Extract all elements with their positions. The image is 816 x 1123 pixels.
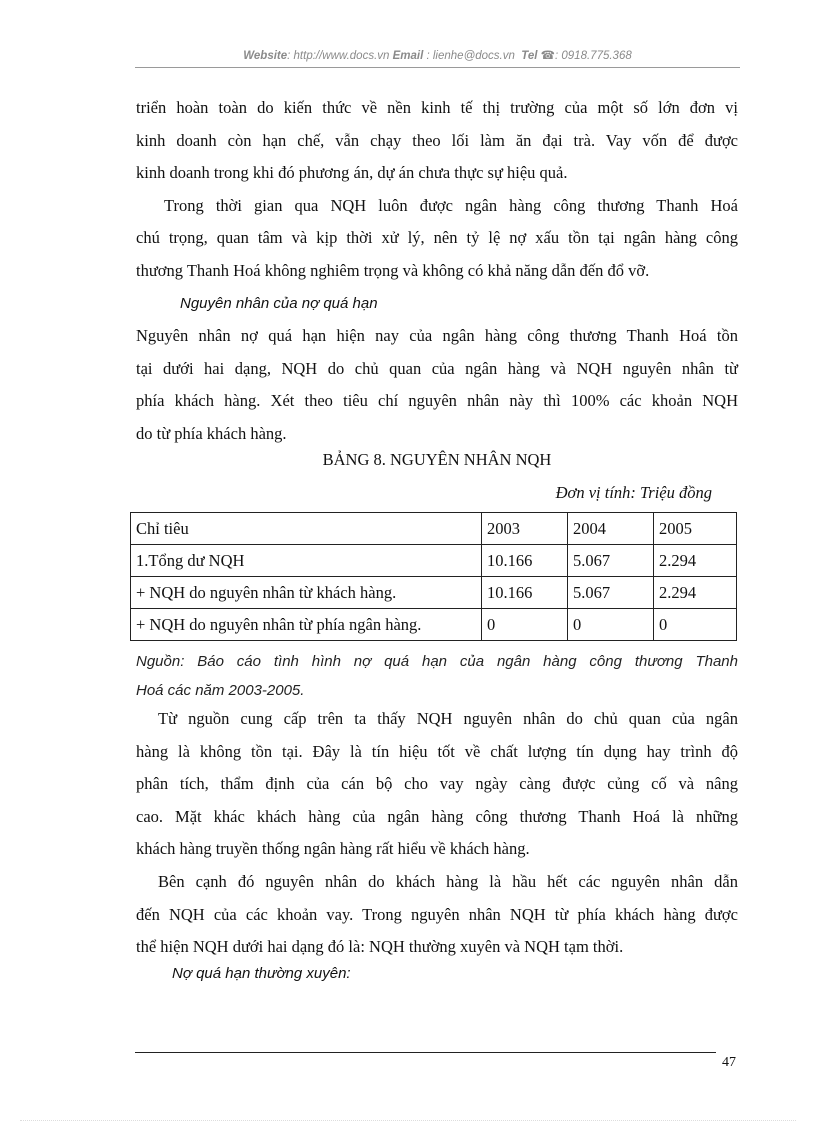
table-cell: 0 xyxy=(654,609,737,641)
table-header-row xyxy=(131,513,737,545)
paragraph-2 xyxy=(136,190,738,288)
table-cell: 10.166 xyxy=(482,545,568,577)
website-label: Website xyxy=(243,50,288,62)
page-number: 47 xyxy=(722,1055,736,1070)
text-line: tại dưới hai dạng, NQH do chủ quan của ngân hàng và NQH nguyên nhân từ xyxy=(136,358,738,378)
table-row xyxy=(131,545,737,577)
text-line: thương Thanh Hoá không nghiêm trọng và không có khả năng dẫn đến đổ vỡ. xyxy=(136,260,650,280)
table-cell: + NQH do nguyên nhân từ phía ngân hàng. xyxy=(131,609,482,641)
text-line: Nguyên nhân nợ quá hạn hiện nay của ngân hàng công thương Thanh Hoá tồn xyxy=(136,326,738,346)
text-line: Nguồn: Báo cáo tình hình nợ quá hạn của ngân hàng công thương Thanh xyxy=(136,653,738,670)
subheading-causes: Nguyên nhân của nợ quá hạn xyxy=(180,294,378,312)
table-cell: 0 xyxy=(482,609,568,641)
table-header-cell: 2003 xyxy=(482,513,568,545)
table-cell: 0 xyxy=(568,609,654,641)
table-cell: 2.294 xyxy=(654,577,737,609)
text-line: hàng là không tồn tại. Đây là tín hiệu tốt về chất lượng tín dụng hay trình độ xyxy=(136,741,738,761)
table-header-cell: 2005 xyxy=(654,513,737,545)
paragraph-3 xyxy=(136,320,738,450)
paragraph-1 xyxy=(136,92,738,190)
text-line: đến NQH của các khoản vay. Trong nguyên nhân NQH từ phía khách hàng được xyxy=(136,904,738,924)
table-cell: + NQH do nguyên nhân từ khách hàng. xyxy=(131,577,482,609)
text-line: phân tích, thẩm định của cán bộ cho vay ngày càng được củng cố và nâng xyxy=(136,774,738,794)
table-row xyxy=(131,609,737,641)
table-title: BẢNG 8. NGUYÊN NHÂN NQH xyxy=(322,450,552,469)
footer-divider xyxy=(135,1052,716,1053)
email-value: : lienhe@docs.vn xyxy=(423,50,515,62)
table-cell: 5.067 xyxy=(568,577,654,609)
paragraph-5 xyxy=(136,866,738,964)
text-line: khách hàng truyền thống ngân hàng rất hiểu về khách hàng. xyxy=(136,839,530,859)
table-unit: Đơn vị tính: Triệu đồng xyxy=(555,483,712,502)
body-section-1 xyxy=(136,92,738,451)
table-cell: 1.Tổng dư NQH xyxy=(131,545,482,577)
page-header xyxy=(135,47,740,68)
table-header-cell: Chỉ tiêu xyxy=(131,513,482,545)
body-section-2 xyxy=(136,703,738,964)
tel-value: ☎: 0918.775.368 xyxy=(537,50,632,62)
text-line: phía khách hàng. Xét theo tiêu chí nguyên nhân này thì 100% các khoản NQH xyxy=(136,391,738,411)
text-line: cao. Mặt khác khách hàng của ngân hàng công thương Thanh Hoá là những xyxy=(136,806,738,826)
page-bottom-border xyxy=(20,1120,796,1121)
table-header-cell: 2004 xyxy=(568,513,654,545)
tel-label: Tel xyxy=(521,50,538,62)
subheading-regular-npl: Nợ quá hạn thường xuyên: xyxy=(172,965,351,982)
table-cell: 10.166 xyxy=(482,577,568,609)
paragraph-4 xyxy=(136,703,738,866)
text-line: triển hoàn toàn do kiến thức về nền kinh tế thị trường của một số lớn đơn vị xyxy=(136,98,738,117)
text-line: kinh doanh còn hạn chế, vẫn chạy theo lối làm ăn đại trà. Vay vốn để được xyxy=(136,130,738,150)
npl-causes-table xyxy=(130,512,737,641)
text-line: Bên cạnh đó nguyên nhân do khách hàng là hầu hết các nguyên nhân dẫn xyxy=(158,871,738,891)
text-line: Hoá các năm 2003-2005. xyxy=(136,682,305,699)
text-line: chú trọng, quan tâm và kịp thời xử lý, nên tỷ lệ nợ xấu tồn tại ngân hàng công xyxy=(136,228,738,248)
table-source xyxy=(136,647,738,705)
text-line: do từ phía khách hàng. xyxy=(136,423,287,443)
table-cell: 5.067 xyxy=(568,545,654,577)
email-label: Email xyxy=(392,50,424,62)
text-line: Trong thời gian qua NQH luôn được ngân hàng công thương Thanh Hoá xyxy=(164,195,738,215)
text-line: Từ nguồn cung cấp trên ta thấy NQH nguyên nhân do chủ quan của ngân xyxy=(158,709,738,728)
text-line: thể hiện NQH dưới hai dạng đó là: NQH thường xuyên và NQH tạm thời. xyxy=(136,937,624,957)
table-cell: 2.294 xyxy=(654,545,737,577)
text-line: kinh doanh trong khi đó phương án, dự án chưa thực sự hiệu quả. xyxy=(136,163,568,183)
table-row xyxy=(131,577,737,609)
website-value: : http://www.docs.vn xyxy=(287,50,390,62)
